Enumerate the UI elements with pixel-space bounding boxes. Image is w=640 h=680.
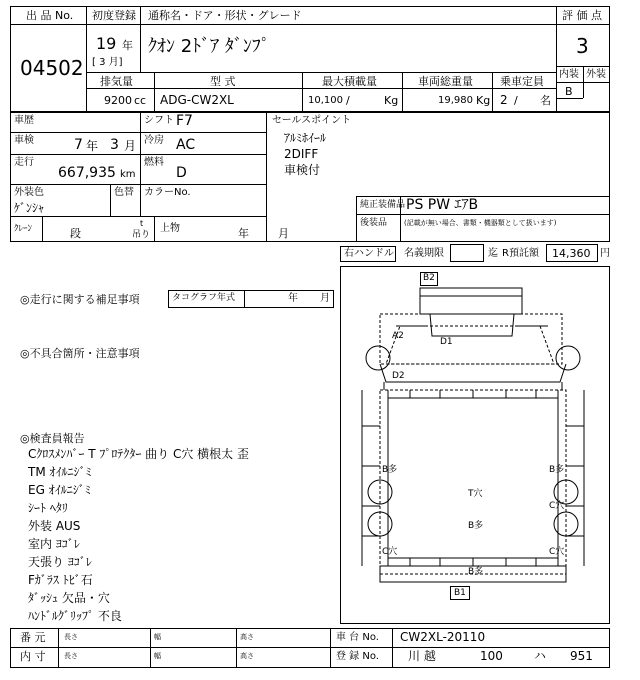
inspector-label: ◎検査員報告 bbox=[20, 432, 85, 445]
fuel-label: 燃料 bbox=[144, 157, 164, 168]
inspector-line-7: 天張り ﾖｺﾞﾚ bbox=[28, 555, 92, 569]
damage-a2: A2 bbox=[392, 331, 404, 341]
accessories-note: (記載が無い場合、書類・機器類として扱います) bbox=[404, 219, 557, 227]
mileage-label: 走行 bbox=[14, 157, 34, 168]
color-value: ｹﾞﾝｼｬ bbox=[14, 201, 45, 215]
color-label: 外装色 bbox=[14, 187, 44, 198]
interior-label: 内装 bbox=[559, 69, 579, 80]
damage-b1: B1 bbox=[454, 588, 466, 598]
max-load-label: 最大積載量 bbox=[322, 75, 377, 88]
lot-no: 04502 bbox=[20, 56, 84, 80]
tax-estimate-value: 14,360 bbox=[552, 247, 591, 260]
inspector-line-8: Fｶﾞﾗｽ ﾄﾋﾞ石 bbox=[28, 573, 93, 587]
model-code: ADG-CW2XL bbox=[160, 93, 234, 107]
reg-area: 川 越 bbox=[408, 649, 436, 663]
reg-class: 100 bbox=[480, 649, 503, 663]
sales-point-2: 2DIFF bbox=[284, 147, 319, 161]
mileage-value: 667,935 bbox=[58, 165, 116, 181]
damage-d1: D1 bbox=[440, 337, 453, 347]
tax-estimate-label: R預託額 bbox=[502, 248, 539, 259]
inspector-line-4: ｼｰﾄ ﾍﾀﾘ bbox=[28, 501, 68, 515]
accessories-label: 後装品 bbox=[360, 218, 388, 228]
color-no-label: 色替 bbox=[114, 187, 134, 198]
rhd-label: 右ハンドル bbox=[344, 248, 394, 259]
footer-height-label-2: 高さ bbox=[240, 652, 254, 660]
inspection-year: 7 bbox=[74, 137, 83, 153]
defects-label: ◎不具合箇所・注意事項 bbox=[20, 347, 140, 360]
footer-row1-label: 番 元 bbox=[20, 631, 46, 644]
body-month: 月 bbox=[278, 227, 289, 240]
body-label: 上物 bbox=[160, 223, 180, 234]
equipment-label: 純正装備品 bbox=[360, 200, 406, 210]
max-load-sep: / bbox=[346, 94, 350, 107]
tax-unit: 円 bbox=[600, 248, 610, 259]
damage-b2: B2 bbox=[423, 273, 435, 283]
crane-hook: 吊り bbox=[132, 230, 151, 240]
reg-kana: ハ bbox=[534, 649, 547, 663]
sales-point-1: ｱﾙﾐﾎｲｰﾙ bbox=[284, 131, 327, 145]
tachograph-year: 年 bbox=[288, 293, 298, 304]
shift-label: シフト bbox=[144, 115, 174, 126]
sales-point-label: セールスポイント bbox=[272, 115, 352, 126]
displacement-value: 9200 bbox=[104, 94, 132, 107]
tax-label: 迄 bbox=[488, 248, 498, 259]
exterior-label: 外装 bbox=[586, 69, 606, 80]
footer-length-label-1: 長さ bbox=[64, 633, 78, 641]
reg-number: 951 bbox=[570, 649, 593, 663]
crane-stage: 段 bbox=[70, 227, 81, 240]
first-reg-month: [ 3 月] bbox=[92, 57, 123, 68]
fuel-value: D bbox=[176, 165, 187, 181]
type-label: 型 式 bbox=[210, 75, 236, 88]
driving-notes-label: ◎走行に関する補足事項 bbox=[20, 293, 140, 306]
gross-weight-unit: Kg bbox=[476, 94, 491, 107]
rating-label: 評 価 点 bbox=[562, 9, 602, 22]
max-load-unit: Kg bbox=[384, 94, 399, 107]
footer-row2-label: 内 寸 bbox=[20, 650, 46, 663]
first-reg-label: 初度登録 bbox=[92, 9, 136, 22]
tachograph-label: タコグラフ年式 bbox=[172, 293, 236, 303]
capacity-unit: 名 bbox=[540, 94, 551, 107]
rating-value: 3 bbox=[576, 34, 589, 58]
damage-c-right-upper: C穴 bbox=[549, 501, 565, 511]
history-label: 車歴 bbox=[14, 115, 34, 126]
footer-height-label-1: 高さ bbox=[240, 633, 254, 641]
damage-b-bottom: B多 bbox=[468, 567, 484, 577]
displacement-label: 排気量 bbox=[100, 75, 133, 88]
inspector-line-6: 室内 ﾖｺﾞﾚ bbox=[28, 537, 80, 551]
damage-c-right-lower: C穴 bbox=[549, 547, 565, 557]
name-label: 通称名・ドア・形状・グレード bbox=[148, 9, 302, 22]
ac-label: 冷房 bbox=[144, 135, 164, 146]
inspector-line-10: ﾊﾝﾄﾞﾙｸﾞﾘｯﾌﾟ 不良 bbox=[28, 609, 122, 623]
inspection-label: 車検 bbox=[14, 135, 34, 146]
first-reg-year-unit: 年 bbox=[122, 39, 133, 52]
displacement-unit: cc bbox=[134, 94, 147, 107]
first-reg-year: 19 bbox=[96, 34, 117, 53]
chassis-no: CW2XL-20110 bbox=[400, 630, 486, 644]
ac-value: AC bbox=[176, 137, 196, 153]
capacity-sep: / bbox=[514, 94, 518, 107]
footer-width-label-1: 幅 bbox=[154, 633, 161, 641]
damage-t-hole: T穴 bbox=[468, 489, 483, 499]
inspection-year-unit: 年 bbox=[86, 139, 99, 153]
damage-b-right: B多 bbox=[549, 465, 565, 475]
damage-d2: D2 bbox=[392, 371, 405, 381]
tachograph-month: 月 bbox=[320, 293, 330, 304]
sales-point-3: 車検付 bbox=[284, 163, 321, 177]
name-change-label: 名義期限 bbox=[404, 248, 444, 259]
crane-t: t bbox=[140, 219, 144, 228]
model-name: ｸｵﾝ 2ﾄﾞｱ ﾀﾞﾝﾌﾟ bbox=[148, 36, 270, 57]
equipment-value: PS PW ｴｱB bbox=[406, 197, 479, 213]
footer-length-label-2: 長さ bbox=[64, 652, 78, 660]
interior-grade: B bbox=[565, 85, 573, 98]
inspector-line-9: ﾀﾞｯｼｭ 欠品・穴 bbox=[28, 591, 110, 605]
inspector-line-3: EG ｵｲﾙﾆｼﾞﾐ bbox=[28, 483, 91, 497]
footer-width-label-2: 幅 bbox=[154, 652, 161, 660]
inspection-month: 3 bbox=[110, 137, 119, 153]
damage-b-center: B多 bbox=[468, 521, 484, 531]
shift-value: F7 bbox=[176, 113, 193, 129]
mileage-unit: km bbox=[120, 169, 136, 180]
body-year: 年 bbox=[238, 227, 249, 240]
damage-b-left: B多 bbox=[382, 465, 398, 475]
name-change-box bbox=[450, 244, 484, 262]
gross-weight-label: 車両総重量 bbox=[418, 75, 473, 88]
lot-no-label: 出 品 No. bbox=[26, 9, 74, 22]
chassis-label: 車 台 No. bbox=[336, 632, 379, 643]
color-no-header: カラーNo. bbox=[144, 187, 191, 198]
inspector-line-5: 外装 AUS bbox=[28, 519, 81, 533]
capacity-value: 2 bbox=[500, 93, 508, 107]
capacity-label: 乗車定員 bbox=[500, 75, 544, 88]
inspector-line-1: Cｸﾛｽﾒﾝﾊﾞｰ T ﾌﾟﾛﾃｸﾀｰ 曲り C穴 横根太 歪 bbox=[28, 447, 249, 461]
gross-weight-value: 19,980 bbox=[438, 95, 473, 106]
crane-label: ｸﾚｰﾝ bbox=[14, 224, 33, 234]
reg-label: 登 録 No. bbox=[336, 651, 379, 662]
damage-c-left: C穴 bbox=[382, 547, 398, 557]
inspection-month-unit: 月 bbox=[124, 139, 137, 153]
max-load-value: 10,100 bbox=[308, 95, 343, 106]
inspector-line-2: TM ｵｲﾙﾆｼﾞﾐ bbox=[28, 465, 92, 479]
footer-table bbox=[10, 628, 610, 668]
